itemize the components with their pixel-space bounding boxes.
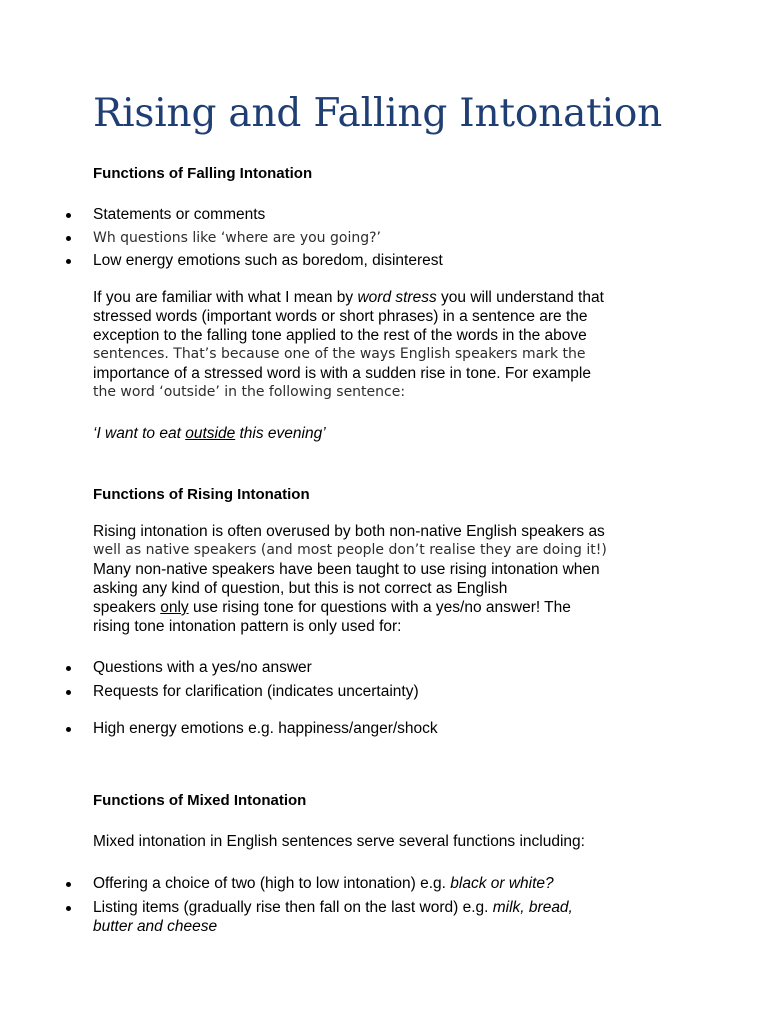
bullet-icon [66, 259, 71, 264]
stressed-word: outside [185, 425, 236, 442]
list-item: Requests for clarification (indicates uncertainty) [0, 682, 768, 719]
example-sentence: ‘I want to eat outside this evening’ [93, 425, 326, 442]
mixed-paragraph [93, 832, 683, 851]
list-item: Wh questions like ‘where are you going?’ [0, 228, 768, 251]
bullet-icon [66, 906, 71, 911]
mixed-bullet-list [0, 874, 768, 936]
paragraph-line: Many non-native speakers have been taught to use rising intonation when [93, 561, 600, 578]
paragraph-line: stressed words (important words or short phrases) in a sentence are the [93, 308, 588, 325]
bullet-icon [66, 727, 71, 732]
list-item: High energy emotions e.g. happiness/anger/shock [0, 719, 768, 738]
paragraph-line: well as native speakers (and most people don’t realise they are doing it!) [93, 542, 607, 558]
emphasis-only: only [160, 599, 189, 616]
page-title: Rising and Falling Intonation [93, 91, 663, 136]
rising-bullet-list [0, 658, 768, 738]
falling-paragraph [93, 288, 683, 402]
heading-rising: Functions of Rising Intonation [93, 486, 310, 503]
paragraph-line: sentences. That’s because one of the ways English speakers mark the [93, 346, 586, 362]
paragraph-line: the word ‘outside’ in the following sentence: [93, 384, 406, 400]
list-item: Questions with a yes/no answer [0, 658, 768, 682]
paragraph-line: Mixed intonation in English sentences serve several functions including: [93, 833, 585, 850]
paragraph-line: exception to the falling tone applied to the rest of the words in the above [93, 327, 587, 344]
paragraph-line: Rising intonation is often overused by both non-native English speakers as [93, 523, 605, 540]
list-item: Statements or comments [0, 205, 768, 228]
bullet-icon [66, 666, 71, 671]
rising-paragraph [93, 522, 683, 636]
paragraph-line: speakers only use rising tone for questions with a yes/no answer! The [93, 599, 571, 616]
paragraph-line: If you are familiar with what I mean by word stress you will understand that [93, 289, 604, 306]
list-item: Offering a choice of two (high to low intonation) e.g. black or white? [0, 874, 768, 898]
falling-bullet-list [0, 205, 768, 270]
emphasis-word-stress: word stress [357, 289, 437, 306]
bullet-icon [66, 690, 71, 695]
paragraph-line: rising tone intonation pattern is only used for: [93, 618, 402, 635]
list-item: Low energy emotions such as boredom, disinterest [0, 251, 768, 270]
paragraph-line: importance of a stressed word is with a sudden rise in tone. For example [93, 365, 591, 382]
bullet-icon [66, 213, 71, 218]
bullet-icon [66, 236, 71, 241]
paragraph-line: asking any kind of question, but this is not correct as English [93, 580, 508, 597]
bullet-icon [66, 882, 71, 887]
heading-mixed: Functions of Mixed Intonation [93, 792, 307, 809]
list-item: Listing items (gradually rise then fall on the last word) e.g. milk, bread, butter and cheese [0, 898, 768, 936]
heading-falling: Functions of Falling Intonation [93, 165, 313, 182]
